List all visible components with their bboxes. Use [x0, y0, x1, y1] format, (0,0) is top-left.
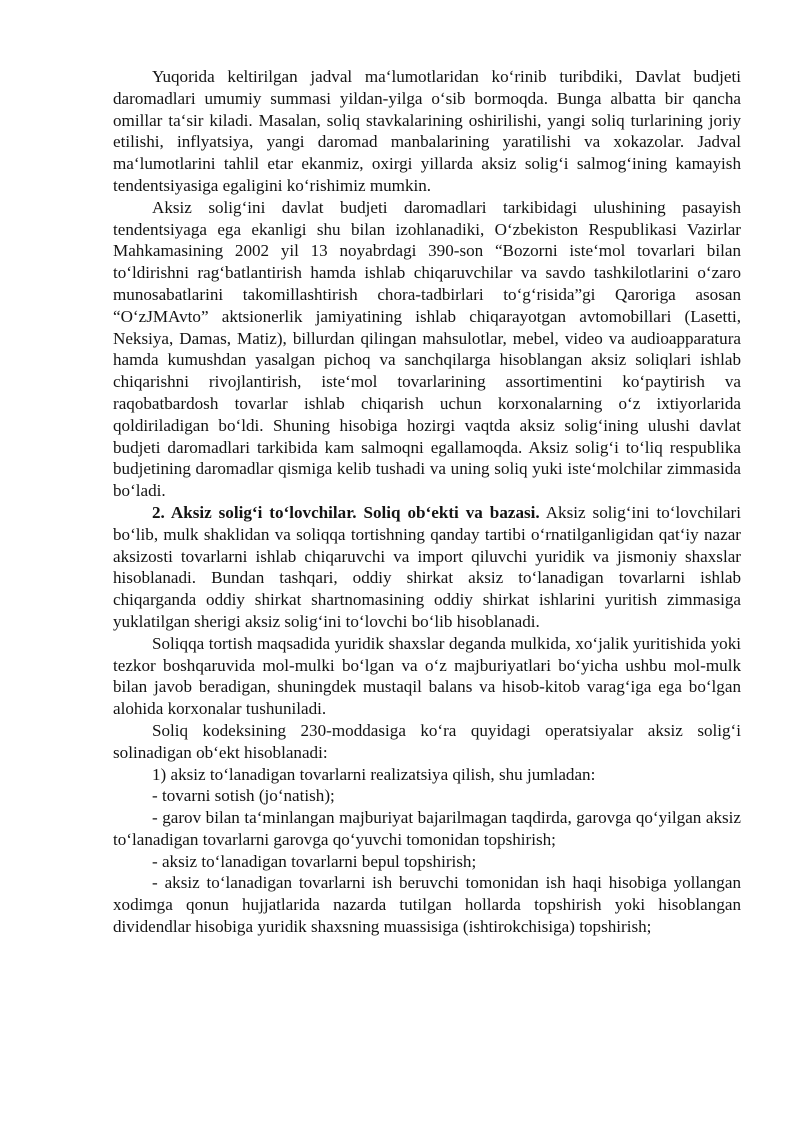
document-page: [113, 66, 741, 938]
paragraph-excise-payers: [113, 502, 741, 633]
paragraph-tax-code: Soliq kodeksining 230-moddasiga ko‘ra quyidagi operatsiyalar aksiz solig‘i solinadigan ob‘ekt hisoblanadi:: [113, 720, 741, 762]
paragraph-budget-revenue: Yuqorida keltirilgan jadval ma‘lumotlaridan ko‘rinib turibdiki, Davlat budjeti daromadlari umumiy summasi yildan-yilga o‘sib bormoqda. Bunga albatta bir qancha omillar ta‘sir kiladi. Masalan, soliq stavkalarining oshirilishi, yangi soliq turlarining joriy etilishi, inflyatsiya, yangi daromad manbalarining yaratilishi va xokazolar. Jadval ma‘lumotlarini tahlil etar ekanmiz, oxirgi yillarda aksiz solig‘i salmog‘ining kamayish tendentsiyasiga egaligini ko‘rishimiz mumkin.: [113, 67, 741, 195]
list-item: - aksiz to‘lanadigan tovarlarni ish beruvchi tomonidan ish haqi hisobiga yollangan xodimga qonun hujjatlarida nazarda tutilgan hollarda topshirish yoki hisoblangan dividendlar hisobiga yuridik shaxsning muassisiga (ishtirokchisiga) topshirish;: [113, 873, 741, 937]
list-item: - garov bilan ta‘minlangan majburiyat bajarilmagan taqdirda, garovga qo‘yilgan aksiz to‘lanadigan tovarlarni garovga qo‘yuvchi tomonidan topshirish;: [113, 808, 741, 849]
list-item: 1) aksiz to‘lanadigan tovarlarni realizatsiya qilish, shu jumladan:: [152, 764, 596, 784]
section-heading: 2. Aksiz solig‘i to‘lovchilar. Soliq ob‘ekti va bazasi.: [152, 502, 540, 522]
paragraph-legal-entities: Soliqqa tortish maqsadida yuridik shaxslar deganda mulkida, xo‘jalik yuritishida yoki tezkor boshqaruvida mol-mulki bo‘lgan va o‘z majburiyatlari bo‘yicha ushbu mol-mulk bilan javob beradigan, shuningdek mustaqil balans va hisob-kitob varag‘iga ega bo‘lgan alohida korxonalar tushuniladi.: [113, 633, 741, 719]
list-item: - aksiz to‘lanadigan tovarlarni bepul topshirish;: [152, 851, 477, 871]
list-item: - tovarni sotish (jo‘natish);: [152, 786, 335, 806]
paragraph-excise-share: Aksiz solig‘ini davlat budjeti daromadlari tarkibidagi ulushining pasayish tendentsiyaga ega ekanligi shu bilan izohlanadiki, O‘zbekiston Respublikasi Vazirlar Mahkamasining 2002 yil 13 noyabrdagi 390-son “Bozorni iste‘mol tovarlari bilan to‘ldirishni rag‘batlantirish hamda ishlab chiqaruvchilar va savdo tashkilotlarini o‘zaro munosabatlarini takomillashtirish chora-tadbirlari to‘g‘risida”gi Qaroriga asosan “O‘zJMAvto” aktsionerlik jamiyatining ishlab chiqarayotgan avtomobillari (Lasetti, Neksiya, Damas, Matiz), billurdan qilingan mahsulotlar, mebel, video va audioapparatura hamda kumushdan yasalgan pichoq va sanchqilarga hisoblangan aksiz soliqlari ishlab chiqarishni rivojlantirish, iste‘mol tovarlarining assortimentini ko‘paytirish va raqobatbardosh tovarlar ishlab chiqarish uchun korxonalarning o‘z ixtiyorlarida qoldiriladigan bo‘ldi. Shuning hisobiga hozirgi vaqtda aksiz solig‘ining ulushi davlat budjeti daromadlari tarkibida kam salmoqni egallamoqda. Aksiz solig‘i to‘liq respublika budjetining daromadlar qismiga kelib tushadi va uning soliq yuki iste‘molchilar zimmasida bo‘ladi.: [113, 197, 741, 501]
paragraph-excise-payers-text: Aksiz solig‘ini to‘lovchilari bo‘lib, mulk shaklidan va soliqqa tortishning qanday tartibi o‘rnatilganligidan qat‘iy nazar aksizosti tovarlarni ishlab chiqaruvchi va import qiluvchi yuridik va jismoniy shaxslar hisoblanadi. Bundan tashqari, oddiy shirkat aksiz to‘lanadigan tovarlarni ishlab chiqarganda oddiy shirkat shartnomasining oddiy shirkat ishlarini yuritish zimmasiga yuklatilgan sherigi aksiz solig‘ini to‘lovchi bo‘lib hisoblanadi.: [113, 502, 741, 631]
